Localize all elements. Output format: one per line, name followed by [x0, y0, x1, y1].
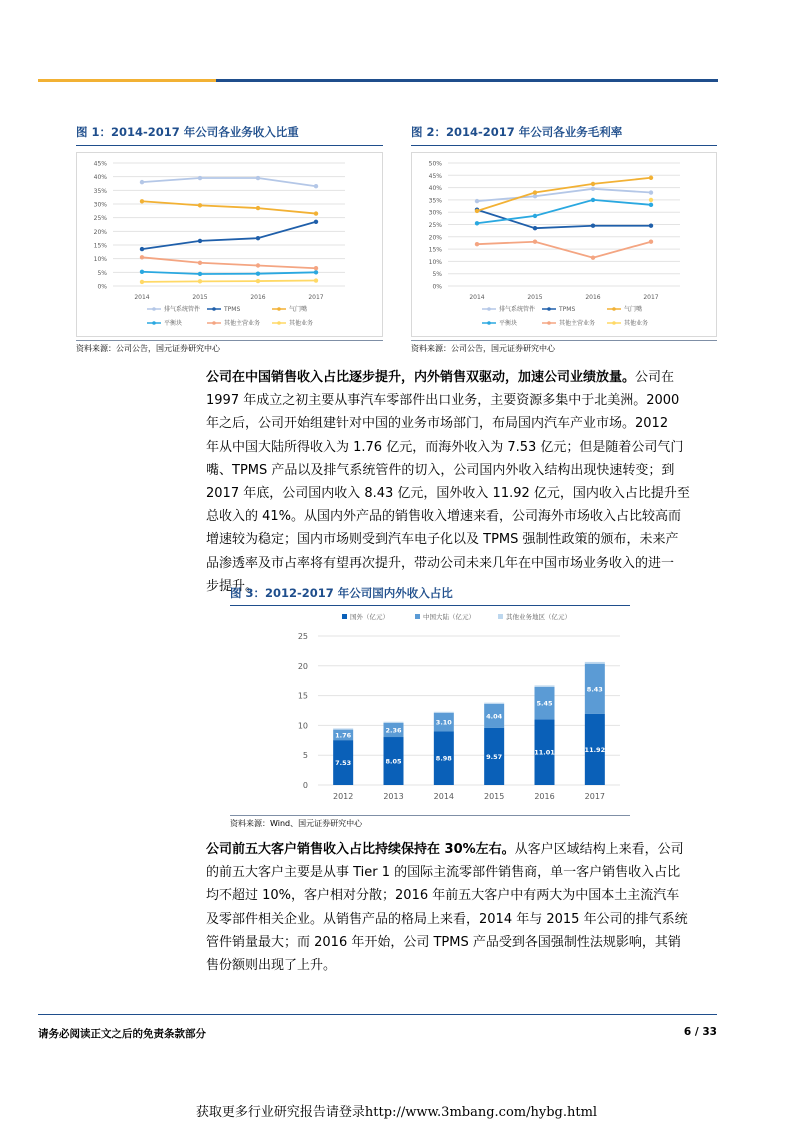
- fig2-data-point: [533, 190, 537, 194]
- fig3-x-tick-label: 2016: [534, 792, 555, 801]
- paragraph-line: 嘴、TPMS 产品以及排气系统管件的切入，公司国内外收入结构出现快速转变；到: [206, 462, 675, 478]
- footer-rule: [38, 1014, 717, 1015]
- fig2-y-tick-label: 0%: [432, 283, 442, 291]
- fig2-data-point: [591, 198, 595, 202]
- fig1-data-point: [198, 203, 202, 207]
- fig1-legend-label: 其他主营业务: [224, 320, 261, 328]
- header-accent-gold: [38, 79, 216, 82]
- fig1-y-tick-label: 10%: [93, 256, 107, 264]
- fig3-data-label: 11.01: [534, 748, 555, 757]
- fig2-y-tick-label: 50%: [428, 160, 442, 168]
- fig3-chart-frame: [230, 607, 630, 812]
- fig2-data-point: [475, 199, 479, 203]
- fig3-chart: [230, 607, 630, 812]
- fig2-legend-marker: [547, 307, 551, 311]
- fig3-x-tick-label: 2015: [483, 792, 505, 801]
- fig3-bar-segment: [535, 685, 555, 686]
- fig3-data-label: 8.05: [385, 757, 402, 766]
- fig3-data-label: 5.45: [536, 699, 553, 708]
- fig1-y-tick-label: 5%: [97, 269, 107, 277]
- fig1-legend-marker: [212, 307, 216, 311]
- fig2-data-point: [533, 214, 537, 218]
- fig2-legend-marker: [487, 307, 491, 311]
- paragraph-line: 及零部件相关企业。从销售产品的格局上来看，2014 年与 2015 年公司的排气系统: [206, 911, 688, 927]
- fig2-legend-label: 排气系统管件: [499, 306, 536, 314]
- fig1-series-line: [142, 201, 316, 213]
- fig1-data-point: [198, 261, 202, 265]
- fig1-data-point: [140, 270, 144, 274]
- fig2-y-tick-label: 10%: [428, 258, 442, 266]
- fig1-y-tick-label: 20%: [93, 228, 107, 236]
- fig3-legend-swatch: [342, 614, 347, 619]
- fig3-title-rule: [230, 605, 630, 606]
- fig1-data-point: [140, 280, 144, 284]
- header-accent-blue: [216, 79, 718, 82]
- fig2-y-tick-label: 5%: [432, 271, 442, 279]
- paragraph-line: 2017 年底，公司国内收入 8.43 亿元，国外收入 11.92 亿元，国内收入占比提升至: [206, 486, 690, 502]
- fig1-data-point: [140, 247, 144, 251]
- fig1-title: 图 1：2014-2017 年公司各业务收入比重: [76, 125, 299, 139]
- paragraph-line: 品渗透率及市占率将有望再次提升，带动公司未来几年在中国市场业务收入的进一: [206, 555, 675, 571]
- fig1-y-tick-label: 30%: [93, 201, 107, 209]
- fig2-y-tick-label: 40%: [428, 185, 442, 193]
- fig1-data-point: [256, 176, 260, 180]
- fig1-title-rule: [76, 145, 383, 146]
- paragraph-domestic-lead: 公司在中国销售收入占比逐步提升，内外销售双驱动，加速公司业绩放量。: [206, 370, 636, 385]
- fig2-y-tick-label: 15%: [428, 246, 442, 254]
- paragraph-line: 总收入的 41%。从国内外产品的销售收入增速来看，公司海外市场收入占比较高而: [206, 509, 682, 525]
- paragraph-line: 年之后，公司开始组建针对中国的业务市场部门，布局国内汽车产业市场。2012: [206, 416, 669, 432]
- fig1-source-rule: [76, 340, 383, 341]
- paragraph-line: 售份额则出现了上升。: [206, 958, 337, 974]
- fig2-legend-label: 其他主营业务: [559, 320, 596, 328]
- fig3-y-tick-label: 25: [297, 632, 308, 641]
- fig2-data-point: [475, 221, 479, 225]
- fig1-legend-marker: [212, 321, 216, 325]
- footer-disclaimer: 请务必阅读正文之后的免责条款部分: [38, 1028, 206, 1040]
- fig3-y-tick-label: 10: [297, 721, 308, 731]
- fig2-x-tick-label: 2017: [643, 294, 659, 301]
- paragraph-top-customers: [206, 838, 712, 977]
- fig1-data-point: [314, 270, 318, 274]
- fig1-data-point: [256, 236, 260, 240]
- fig3-bar-segment: [434, 712, 454, 713]
- paragraph-line: 公司在: [635, 370, 675, 385]
- fig1-data-point: [314, 211, 318, 215]
- fig2-legend-label: TPMS: [559, 306, 576, 314]
- fig2-x-tick-label: 2014: [469, 294, 485, 301]
- paragraph-line: 从客户区域结构上来看，公司: [514, 842, 684, 857]
- fig2-data-point: [649, 198, 653, 202]
- fig2-data-point: [649, 176, 653, 180]
- fig3-source: 资料来源：Wind、国元证券研究中心: [230, 819, 363, 828]
- fig2-title: 图 2：2014-2017 年公司各业务毛利率: [411, 125, 623, 139]
- fig3-legend-label: 其他业务地区（亿元）: [506, 613, 571, 621]
- fig3-data-label: 9.57: [486, 752, 503, 761]
- fig2-chart-frame: [411, 152, 717, 337]
- fig2-series-line: [477, 242, 651, 258]
- fig1-series-line: [142, 281, 316, 282]
- fig3-data-label: 7.53: [335, 759, 352, 768]
- fig3-data-label: 3.10: [435, 718, 452, 727]
- fig1-chart-frame: [76, 152, 383, 337]
- fig1-x-tick-label: 2016: [250, 294, 266, 301]
- fig3-data-label: 1.76: [335, 731, 352, 740]
- fig3-legend-label: 国外（亿元）: [350, 613, 389, 621]
- fig3-data-label: 8.98: [435, 754, 452, 763]
- fig2-data-point: [475, 209, 479, 213]
- fig3-legend-swatch: [498, 614, 503, 619]
- fig2-data-point: [591, 256, 595, 260]
- fig1-legend-marker: [277, 307, 281, 311]
- fig2-data-point: [649, 224, 653, 228]
- paragraph-customers-lead: 公司前五大客户销售收入占比持续保持在 30%左右。: [206, 842, 515, 857]
- paragraph-line: 均不超过 10%，客户相对分散；2016 年前五大客户中有两大为中国本土主流汽车: [206, 888, 680, 904]
- fig3-title: 图 3：2012-2017 年公司国内外收入占比: [230, 586, 453, 600]
- fig3-bar-segment: [333, 728, 353, 729]
- fig1-data-point: [198, 279, 202, 283]
- fig2-legend-marker: [612, 321, 616, 325]
- fig1-data-point: [314, 220, 318, 224]
- fig2-data-point: [533, 226, 537, 230]
- fig2-data-point: [591, 187, 595, 191]
- fig1-series-line: [142, 178, 316, 186]
- fig1-y-tick-label: 40%: [93, 174, 107, 182]
- fig1-legend-label: 排气系统管件: [164, 306, 201, 314]
- paragraph-line: 管件销量最大；而 2016 年开始，公司 TPMS 产品受到各国强制性法规影响，其销: [206, 934, 681, 950]
- fig2-title-rule: [411, 145, 717, 146]
- fig1-data-point: [198, 272, 202, 276]
- fig3-data-label: 2.36: [385, 726, 402, 735]
- fig1-data-point: [256, 272, 260, 276]
- fig1-data-point: [140, 180, 144, 184]
- fig2-data-point: [649, 203, 653, 207]
- fig1-source: 资料来源：公司公告，国元证券研究中心: [76, 344, 220, 353]
- fig1-legend-label: 其他业务: [289, 320, 314, 328]
- fig3-bar-segment: [484, 703, 504, 704]
- paragraph-line: 步提升。: [206, 578, 259, 594]
- fig3-y-tick-label: 0: [302, 781, 308, 790]
- fig2-series-line: [477, 178, 651, 211]
- fig1-y-tick-label: 15%: [93, 242, 107, 250]
- fig2-legend-label: 气门嘴: [624, 306, 643, 314]
- fig2-x-tick-label: 2015: [527, 294, 543, 301]
- fig3-y-tick-label: 20: [297, 661, 308, 671]
- fig1-data-point: [314, 278, 318, 282]
- fig1-data-point: [140, 255, 144, 259]
- report-link[interactable]: 获取更多行业研究报告请登录http://www.3mbang.com/hybg.html: [195, 1105, 598, 1120]
- fig2-legend-label: 其他业务: [624, 320, 649, 328]
- fig1-legend-label: TPMS: [224, 306, 241, 314]
- fig3-x-tick-label: 2013: [383, 792, 404, 801]
- fig2-data-point: [533, 240, 537, 244]
- fig2-source: 资料来源：公司公告，国元证券研究中心: [411, 344, 555, 353]
- paragraph-line: 1997 年成立之初主要从事汽车零部件出口业务，主要资源多集中于北美洲。2000: [206, 393, 680, 409]
- fig3-y-tick-label: 15: [297, 691, 308, 701]
- fig2-legend-marker: [547, 321, 551, 325]
- fig1-y-tick-label: 45%: [93, 160, 107, 168]
- fig2-y-tick-label: 45%: [428, 172, 442, 180]
- fig2-source-rule: [411, 340, 717, 341]
- fig2-y-tick-label: 20%: [428, 234, 442, 242]
- fig1-legend-marker: [152, 307, 156, 311]
- fig1-data-point: [314, 184, 318, 188]
- fig1-legend-marker: [152, 321, 156, 325]
- fig1-chart: [77, 153, 382, 336]
- fig3-data-label: 8.43: [586, 685, 603, 694]
- fig3-legend-label: 中国大陆（亿元）: [423, 613, 475, 621]
- fig1-data-point: [140, 199, 144, 203]
- fig3-y-tick-label: 5: [302, 751, 308, 761]
- paragraph-domestic-revenue: [206, 366, 712, 598]
- fig1-data-point: [256, 263, 260, 267]
- fig2-legend-marker: [612, 307, 616, 311]
- fig1-y-tick-label: 25%: [93, 215, 107, 223]
- fig2-x-tick-label: 2016: [585, 294, 601, 301]
- fig3-data-label: 11.92: [584, 745, 606, 754]
- fig2-data-point: [475, 242, 479, 246]
- fig2-legend-label: 平衡块: [499, 320, 518, 328]
- paragraph-line: 年从中国大陆所得收入为 1.76 亿元，而海外收入为 7.53 亿元；但是随着公司气门: [206, 439, 684, 455]
- fig3-source-rule: [230, 815, 630, 816]
- fig1-x-tick-label: 2014: [134, 294, 150, 301]
- fig2-data-point: [649, 240, 653, 244]
- fig1-x-tick-label: 2015: [192, 294, 208, 301]
- fig1-data-point: [256, 206, 260, 210]
- fig1-y-tick-label: 0%: [97, 283, 107, 291]
- fig2-chart: [412, 153, 716, 336]
- fig3-bar-segment: [384, 722, 404, 723]
- fig3-x-tick-label: 2012: [332, 792, 354, 801]
- fig1-data-point: [198, 239, 202, 243]
- fig2-series-line: [477, 189, 651, 201]
- page-number: 6 / 33: [683, 1026, 717, 1038]
- fig2-data-point: [649, 190, 653, 194]
- fig1-legend-marker: [277, 321, 281, 325]
- fig3-legend-swatch: [415, 614, 420, 619]
- fig2-y-tick-label: 25%: [428, 222, 442, 229]
- fig3-bar-segment: [585, 662, 605, 664]
- fig3-x-tick-label: 2014: [433, 792, 455, 801]
- paragraph-line: 的前五大客户主要是从事 Tier 1 的国际主流零部件销售商，单一客户销售收入占比: [206, 865, 681, 881]
- fig2-y-tick-label: 35%: [428, 197, 442, 205]
- fig1-data-point: [256, 279, 260, 283]
- fig1-legend-label: 平衡块: [164, 320, 183, 328]
- paragraph-line: 增速较为稳定；国内市场则受到汽车电子化以及 TPMS 强制性政策的颁布，未来产: [206, 532, 679, 548]
- fig1-data-point: [314, 266, 318, 270]
- fig2-y-tick-label: 30%: [428, 209, 442, 217]
- fig1-y-tick-label: 35%: [93, 187, 107, 195]
- fig2-data-point: [591, 224, 595, 228]
- fig3-data-label: 4.04: [486, 712, 503, 721]
- fig2-data-point: [591, 182, 595, 186]
- fig1-data-point: [198, 176, 202, 180]
- fig2-legend-marker: [487, 321, 491, 325]
- fig1-x-tick-label: 2017: [308, 294, 324, 301]
- fig1-legend-label: 气门嘴: [289, 306, 308, 314]
- fig3-x-tick-label: 2017: [584, 792, 606, 801]
